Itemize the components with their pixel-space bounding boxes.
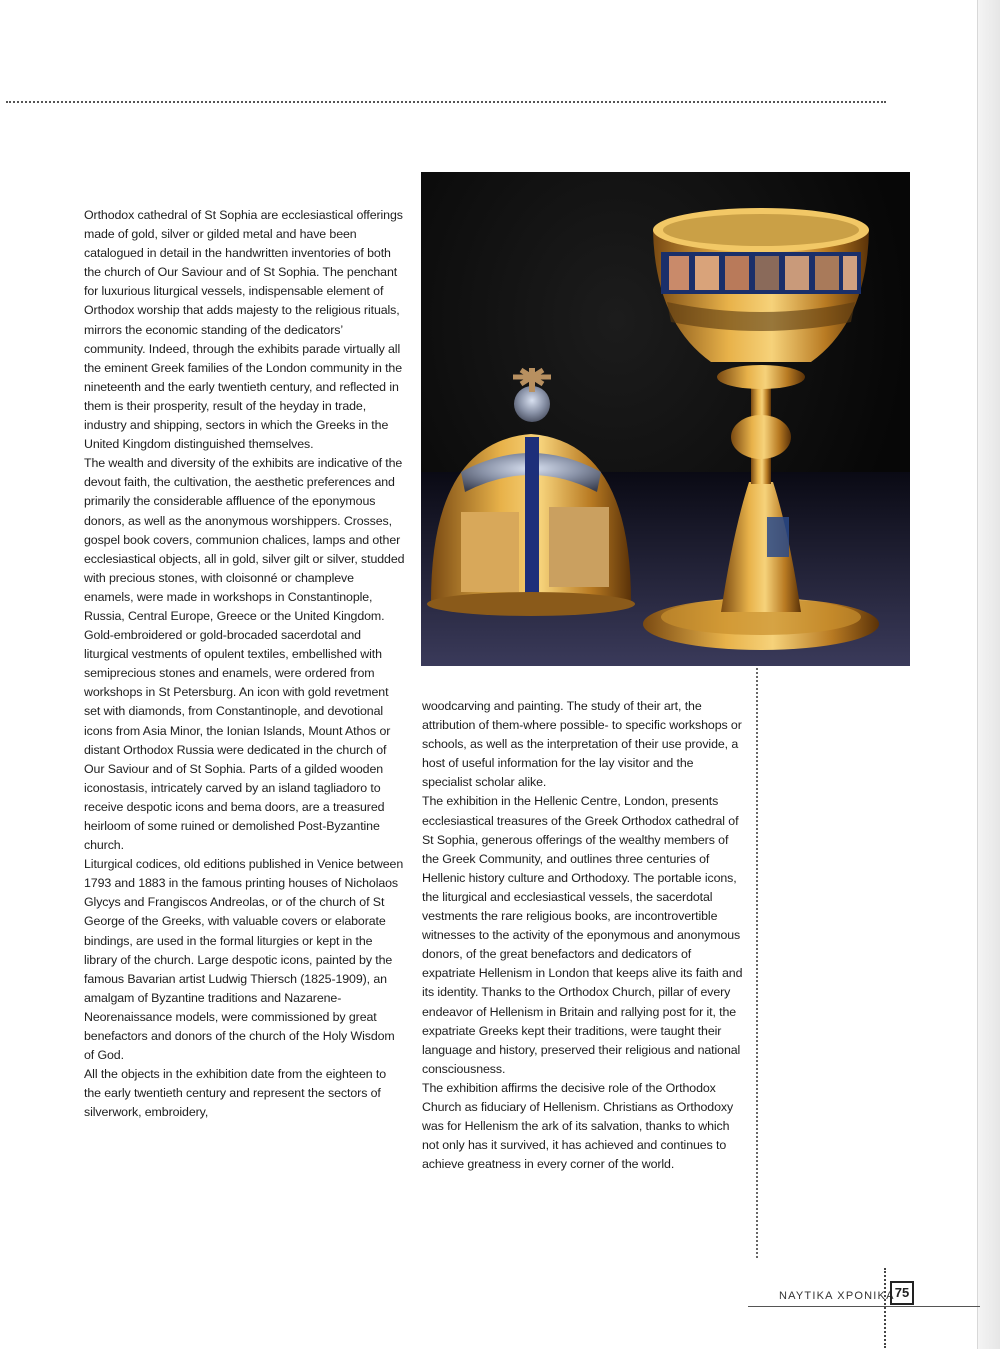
- right-paragraph-2: The exhibition in the Hellenic Centre, London, presents ecclesiastical treasures of the Greek Orthodox cathedral of St Sophia, generous offerings of the wealthy members of the Greek Community, and outlines three centuries of Hellenic history culture and Orthodoxy. The portable icons, the liturgical and ecclesiastical vessels, the sacerdotal vestments the rare religious books, are incontrovertible witnesses to the activity of the eponymous and anonymous donors, of the great benefactors and dedicators of expatriate Hellenism in London that keeps alive its faith and its identity. Thanks to the Orthodox Church, pillar of every endeavor of Hellenism in Britain and rallying post for it, the expatriate Greeks kept their traditions, were taught their language and history, preserved their religious and national consciousness.: [422, 794, 743, 1076]
- page-number: 75: [890, 1281, 914, 1305]
- left-paragraph-4: All the objects in the exhibition date from the eighteen to the early twentieth century and represent the sectors of silverwork, embroidery,: [84, 1067, 386, 1120]
- left-paragraph-1: Orthodox cathedral of St Sophia are ecclesiastical offerings made of gold, silver or gilded metal and have been catalogued in detail in the handwritten inventories of both the church of Our Saviour and of St Sophia. The penchant for luxurious liturgical vessels, indispensable element of Orthodox worship that adds majesty to the religious rituals, mirrors the economic standing of the dedicators’ community. Indeed, through the exhibits parade virtually all the eminent Greek families of the London community in the nineteenth and the early twentieth century, and reflected in them is their prosperity, result of the heyday in trade, industry and shipping, sectors in which the Greeks in the United Kingdom distinguished themselves.: [84, 208, 403, 452]
- left-paragraph-2: The wealth and diversity of the exhibits are indicative of the devout faith, the cultivation, the aesthetic preferences and primarily the considerable affluence of the eponymous donors, as well as the anonymous worshippers. Crosses, gospel book covers, communion chalices, lamps and other ecclesiastical objects, all in gold, silver gilt or silver, studded with precious stones, with cloisonné or champleve enamels, were made in workshops in Constantinople, Russia, Central Europe, Greece or the United Kingdom. Gold-embroidered or gold-brocaded sacerdotal and liturgical vestments of opulent textiles, embellished with semiprecious stones and enamels, were ordered from workshops in St Petersburg. An icon with gold revetment set with diamonds, from Constantinople, and devotional icons from Asia Minor, the Ionian Islands, Mount Athos or distant Orthodox Russia were dedicated in the church of Our Saviour and of St Sophia. Parts of a gilded wooden iconostasis, intricately carved by an island tagliadoro to receive despotic icons and bema doors, are a treasured heirloom of some ruined or demolished Post-Byzantine church.: [84, 456, 405, 853]
- left-text-column: [84, 206, 406, 1123]
- chalice-knop: [731, 415, 791, 459]
- chalice-illustration: [421, 172, 910, 666]
- footer-rule: [748, 1306, 980, 1307]
- right-text-column: [422, 697, 744, 1174]
- enamel-portrait-band: [661, 252, 861, 294]
- right-paragraph-1: woodcarving and painting. The study of their art, the attribution of them-where possible- to specific workshops or schools, as well as the interpretation of their use provide, a host of useful information for the lay visitor and the specialist scholar alike.: [422, 699, 742, 790]
- top-dotted-rule: [6, 101, 886, 103]
- chalice-photo: [421, 172, 910, 666]
- right-paragraph-3: The exhibition affirms the decisive role of the Orthodox Church as fiduciary of Hellenism. Christians as Orthodoxy was for Hellenism the ark of its salvation, thanks to which not only has it survived, it has achieved and continues to achieve greatness in every corner of the world.: [422, 1080, 734, 1172]
- dome-enamel-panel: [549, 507, 609, 587]
- column-dotted-divider: [756, 668, 758, 1258]
- magazine-title: ΝΑΥΤΙΚΑ ΧΡΟΝΙΚΑ: [779, 1290, 895, 1302]
- footer-dotted-divider: [884, 1268, 886, 1348]
- left-paragraph-3: Liturgical codices, old editions published in Venice between 1793 and 1883 in the famous printing houses of Nicholaos Glycys and Frangiscos Andreolas, or of the church of St George of the Greeks, with valuable covers or elaborate bindings, are used in the formal liturgies or kept in the library of the church. Large despotic icons, painted by the famous Bavarian artist Ludwig Thiersch (1825-1909), an amalgam of Byzantine traditions and Nazarene-Neorenaissance models, were commissioned by great benefactors and donors of the church of the Holy Wisdom of God.: [84, 857, 404, 1063]
- page-edge: [977, 0, 1000, 1349]
- dome-enamel-panel: [461, 512, 519, 592]
